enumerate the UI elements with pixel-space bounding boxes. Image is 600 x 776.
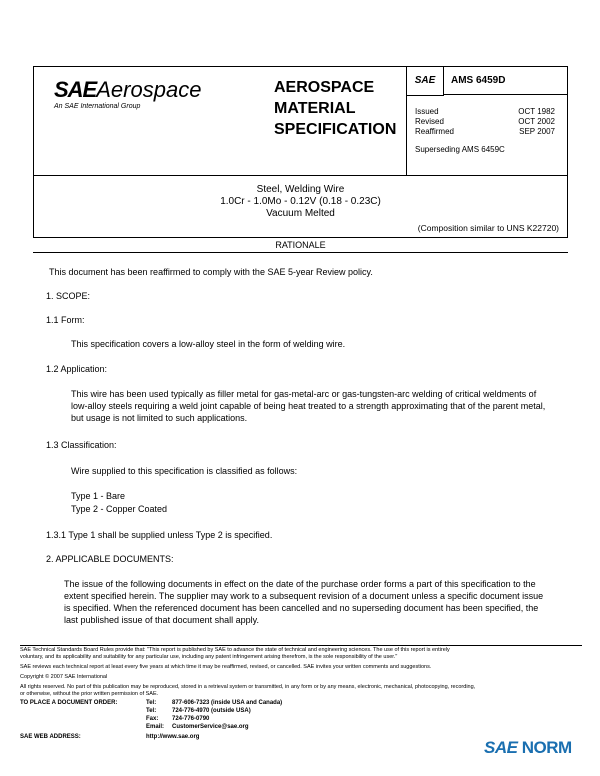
form-text: This specification covers a low-alloy steel in the form of welding wire. xyxy=(71,339,346,349)
tel1-label: Tel: xyxy=(146,700,157,706)
section-applicable-documents: 2. APPLICABLE DOCUMENTS: xyxy=(46,554,174,564)
logo-subtitle: An SAE International Group xyxy=(54,103,141,110)
date-list xyxy=(415,107,555,137)
footer-line: SAE Technical Standards Board Rules provide that: "This report is published by SAE to advance the state of technical and engineering sciences. The use of this report is entirely xyxy=(20,647,450,653)
document-title-box xyxy=(33,176,568,238)
section-scope: 1. SCOPE: xyxy=(46,291,91,301)
tel2-label: Tel: xyxy=(146,708,157,714)
sae-small-logo: SAE xyxy=(407,67,444,96)
footer-divider xyxy=(20,645,582,646)
web-link[interactable]: http://www.sae.org xyxy=(146,734,200,740)
order-label: TO PLACE A DOCUMENT ORDER: xyxy=(20,700,118,706)
date-row: Issued OCT 1982 xyxy=(415,107,555,116)
fax-label: Fax: xyxy=(146,716,159,722)
watermark-norm: NORM xyxy=(521,738,572,757)
title-line-3: Vacuum Melted xyxy=(266,208,335,219)
footer-line: or otherwise, without the prior written permission of SAE. xyxy=(20,691,159,697)
spec-title xyxy=(274,77,396,140)
date-row: Reaffirmed SEP 2007 xyxy=(415,127,555,136)
applicable-documents-text: The issue of the following documents in effect on the date of the purchase order forms a part of this specification to the extent specified herein. The supplier may work to a subsequent revision of a document unless a specific document issue is specified. When the referenced document has been cancelled and no superseding document has been specified, the last published issue of that document shall apply. xyxy=(64,579,544,625)
section-form: 1.1 Form: xyxy=(46,315,85,325)
date-row: Revised OCT 2002 xyxy=(415,117,555,126)
section-application: 1.2 Application: xyxy=(46,364,108,374)
sae-norm-watermark xyxy=(484,738,572,758)
watermark-sae: SAE xyxy=(484,738,518,757)
web-label: SAE WEB ADDRESS: xyxy=(20,734,81,740)
title-line-1: Steel, Welding Wire xyxy=(256,184,345,195)
application-text: This wire has been used typically as filler metal for gas-metal-arc or gas-tungsten-arc welding of critical weldments of low-alloy steels requiring a weld joint capable of being heat treated to a strength approximating that of the parent metal, but usage is not limited to such applications. xyxy=(71,389,546,423)
type-2: Type 2 - Copper Coated xyxy=(71,504,168,514)
rationale-text: This document has been reaffirmed to comply with the SAE 5-year Review policy. xyxy=(49,267,373,277)
sae-aerospace-logo xyxy=(34,67,244,175)
header-box xyxy=(33,66,568,176)
email-link[interactable]: CustomerService@sae.org xyxy=(172,724,249,730)
spec-title-line: MATERIAL xyxy=(274,100,356,117)
logo-aerospace: Aerospace xyxy=(96,77,202,102)
spec-title-line: AEROSPACE xyxy=(274,79,375,96)
tel1-value: 877-606-7323 (inside USA and Canada) xyxy=(172,700,283,706)
footer-line: SAE reviews each technical report at least every five years at which time it may be reaffirmed, revised, or cancelled. SAE invites your written comments and suggestions. xyxy=(20,664,432,670)
rationale-heading: RATIONALE xyxy=(33,238,568,253)
spec-info-cell xyxy=(406,67,568,175)
email-label: Email: xyxy=(146,724,165,730)
ams-number: AMS 6459D xyxy=(443,67,568,95)
section-1-3-1: 1.3.1 Type 1 shall be supplied unless Type 2 is specified. xyxy=(46,530,273,540)
footer-line: All rights reserved. No part of this publication may be reproduced, stored in a retrieval system or transmitted, in any form or by any means, electronic, mechanical, photocopying, recording, xyxy=(20,684,476,690)
footer-line: Copyright © 2007 SAE International xyxy=(20,674,108,680)
tel2-value: 724-776-4970 (outside USA) xyxy=(172,708,251,714)
fax-value: 724-776-0790 xyxy=(172,716,210,722)
title-line-2: 1.0Cr - 1.0Mo - 0.12V (0.18 - 0.23C) xyxy=(220,196,381,207)
spec-title-line: SPECIFICATION xyxy=(274,121,397,138)
footer-line: voluntary, and its applicability and suitability for any particular use, including any patent infringement arising therefrom, is the sole responsibility of the user." xyxy=(20,654,398,660)
composition-note: (Composition similar to UNS K22720) xyxy=(417,223,559,233)
classification-text: Wire supplied to this specification is classified as follows: xyxy=(71,466,298,476)
type-1: Type 1 - Bare xyxy=(71,491,126,501)
section-classification: 1.3 Classification: xyxy=(46,440,117,450)
logo-sae: SAE xyxy=(54,77,97,102)
superseding-note: Superseding AMS 6459C xyxy=(415,145,505,154)
